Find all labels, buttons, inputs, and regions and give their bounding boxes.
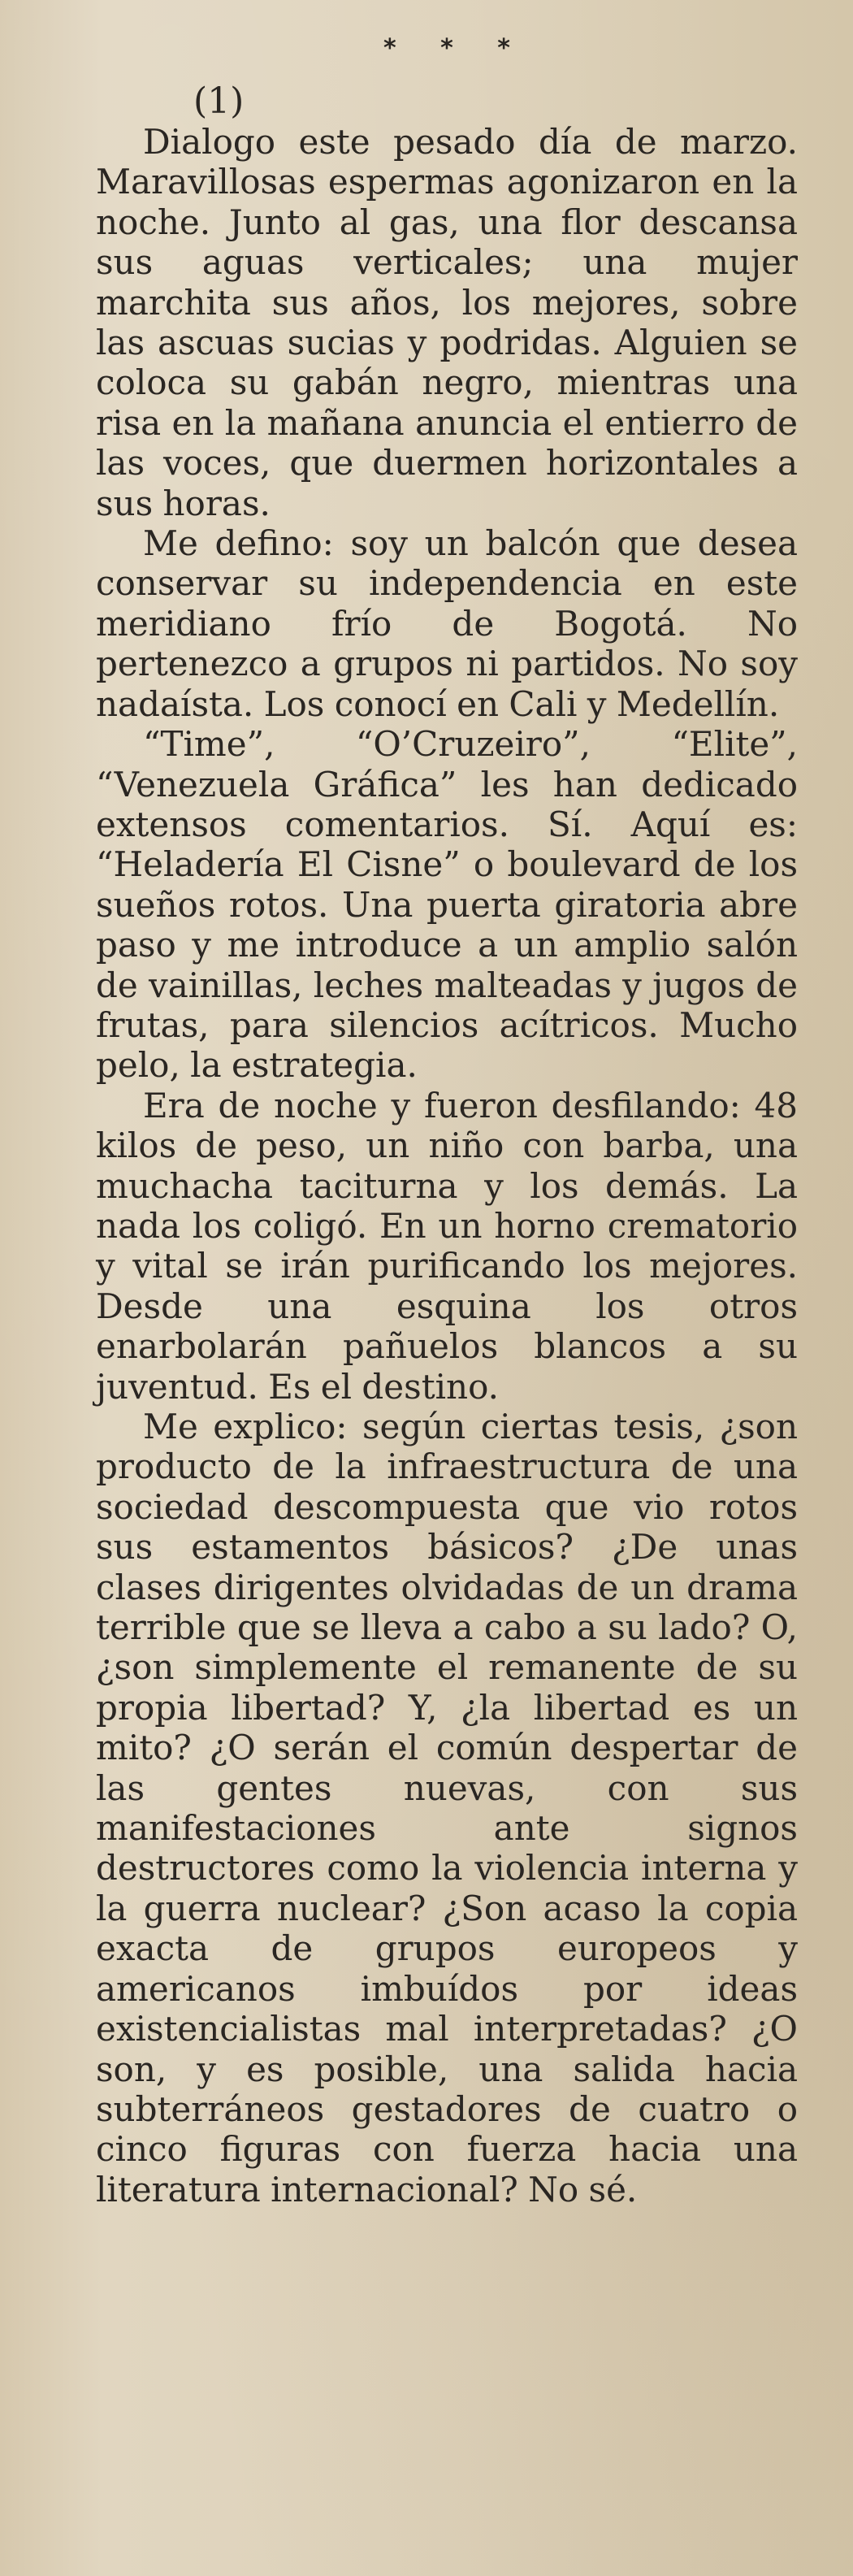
paragraph-2: Me defino: soy un balcón que desea conservar su independencia en este meridiano frío de Bogotá. No pertenezco a grupos ni partidos. No soy nadaísta. Los conocí en Cali y Medellín. bbox=[96, 523, 798, 724]
article-body bbox=[96, 122, 798, 2210]
paragraph-3: “Time”, “O’Cruzeiro”, “Elite”, “Venezuela Gráfica” les han dedicado extensos comentarios. Sí. Aquí es: “Heladería El Cisne” o boulevard de los sueños rotos. Una puerta giratoria abre paso y me introduce a un amplio salón de vainillas, leches malteadas y jugos de frutas, para silencios acítricos. Mucho pelo, la estrategia. bbox=[96, 724, 798, 1086]
paragraph-1: Dialogo este pesado día de marzo. Maravillosas espermas agonizaron en la noche. Junto al gas, una flor descansa sus aguas verticales; una mujer marchita sus años, los mejores, sobre las ascuas sucias y podridas. Alguien se coloca su gabán negro, mientras una risa en la mañana anuncia el entierro de las voces, que duermen horizontales a sus horas. bbox=[96, 122, 798, 523]
paragraph-4: Era de noche y fueron desfilando: 48 kilos de peso, un niño con barba, una muchacha taciturna y los demás. La nada los coligó. En un horno crematorio y vital se irán purificando los mejores. Desde una esquina los otros enarbolarán pañuelos blancos a su juventud. Es el destino. bbox=[96, 1085, 798, 1407]
section-number: (1) bbox=[193, 80, 245, 122]
paragraph-5: Me explico: según ciertas tesis, ¿son producto de la infraestructura de una sociedad descompuesta que vio rotos sus estamentos básicos? ¿De unas clases dirigentes olvidadas de un drama terrible que se lleva a cabo a su lado? O, ¿son simplemente el remanente de su propia libertad? Y, ¿la libertad es un mito? ¿O serán el común despertar de las gentes nuevas, con sus manifestaciones ante signos destructores como la violencia interna y la guerra nuclear? ¿Son acaso la copia exacta de grupos europeos y americanos imbuídos por ideas existencialistas mal interpretadas? ¿O son, y es posible, una salida hacia subterráneos gestadores de cuatro o cinco figuras con fuerza hacia una literatura internacional? No sé. bbox=[96, 1407, 798, 2210]
section-ornament: * * * bbox=[383, 34, 528, 63]
